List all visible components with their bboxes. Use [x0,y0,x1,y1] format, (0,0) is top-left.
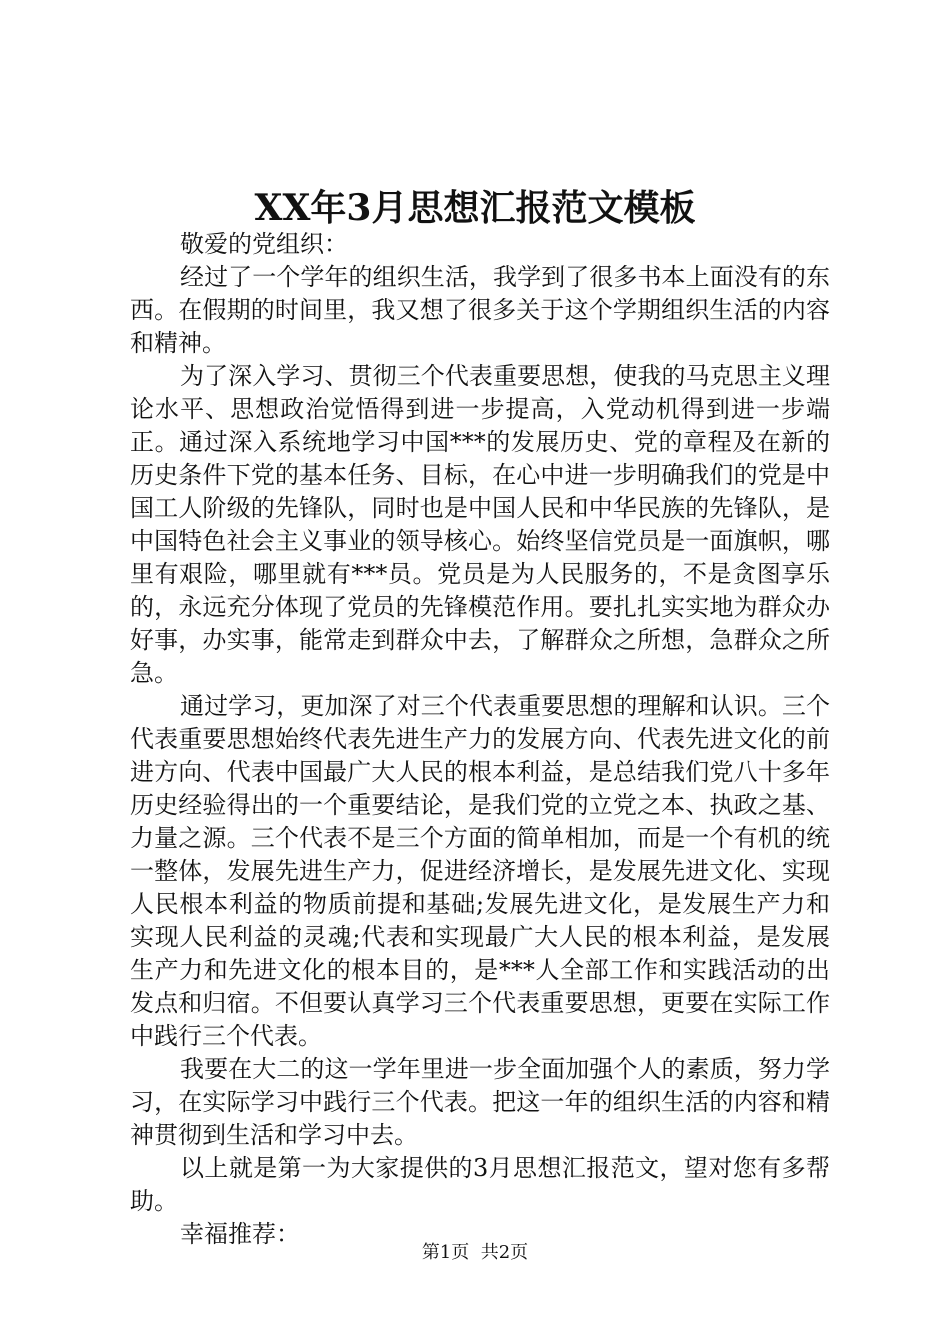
page-footer [0,1240,950,1266]
document-body [130,228,830,1251]
body-paragraph: 为了深入学习、贯彻三个代表重要思想，使我的马克思主义理论水平、思想政治觉悟得到进一步提高，入党动机得到进一步端正。通过深入系统地学习中国***的发展历史、党的章程及在新的历史条件下党的基本任务、目标，在心中进一步明确我们的党是中国工人阶级的先锋队，同时也是中国人民和中华民族的先锋队，是中国特色社会主义事业的领导核心。始终坚信党员是一面旗帜，哪里有艰险，哪里就有***员。党员是为人民服务的，不是贪图享乐的，永远充分体现了党员的先锋模范作用。要扎扎实实地为群众办好事，办实事，能常走到群众中去，了解群众之所想，急群众之所急。 [130,362,830,687]
salutation-paragraph: 敬爱的党组织： [180,230,348,258]
closing-paragraph: 以上就是第一为大家提供的3月思想汇报范文，望对您有多帮助。 [130,1154,830,1215]
body-paragraph: 经过了一个学年的组织生活，我学到了很多书本上面没有的东西。在假期的时间里，我又想了很多关于这个学期组织生活的内容和精神。 [130,263,830,357]
page-number: 第1页 共2页 [421,1242,529,1263]
body-paragraph: 我要在大二的这一学年里进一步全面加强个人的素质，努力学习，在实际学习中践行三个代表。把这一年的组织生活的内容和精神贯彻到生活和学习中去。 [130,1055,830,1149]
recommendation-heading: 幸福推荐： [180,1220,300,1248]
document-title: XX年3月思想汇报范文模板 [254,187,696,229]
body-paragraph: 通过学习，更加深了对三个代表重要思想的理解和认识。三个代表重要思想始终代表先进生产力的发展方向、代表先进文化的前进方向、代表中国最广大人民的根本利益，是总结我们党八十多年历史经验得出的一个重要结论，是我们党的立党之本、执政之基、力量之源。三个代表不是三个方面的简单相加，而是一个有机的统一整体，发展先进生产力，促进经济增长，是发展先进文化、实现人民根本利益的物质前提和基础;发展先进文化，是发展生产力和实现人民利益的灵魂;代表和实现最广大人民的根本利益，是发展生产力和先进文化的根本目的，是***人全部工作和实践活动的出发点和归宿。不但要认真学习三个代表重要思想，更要在实际工作中践行三个代表。 [130,692,830,1050]
